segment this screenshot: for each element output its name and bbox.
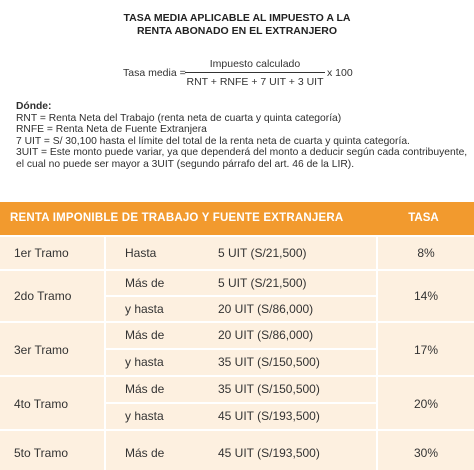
formula-denominator: RNT + RNFE + 7 UIT + 3 UIT — [186, 76, 324, 88]
tasa-value: 30% — [413, 446, 439, 460]
tramo-name: 1er Tramo — [14, 246, 69, 260]
range-amount: 20 UIT (S/86,000) — [218, 302, 314, 316]
range-keyword: Más de — [125, 328, 165, 342]
formula-multiplier: x 100 — [327, 67, 353, 79]
definition-line: 3UIT = Este monto puede variar, ya que dependerá del monto a deducir según cada contribuyente, — [16, 147, 468, 158]
header-tasa: TASA — [408, 212, 439, 224]
range-keyword: Más de — [125, 446, 165, 460]
formula-label: Tasa media = — [123, 67, 186, 79]
definitions — [16, 101, 467, 170]
range-keyword: y hasta — [125, 302, 164, 316]
tramo-name: 2do Tramo — [14, 289, 72, 303]
definitions-heading: Dónde: — [16, 101, 52, 112]
page-title-line-2: RENTA ABONADO EN EL EXTRANJERO — [136, 25, 338, 37]
definition-line: RNT = Renta Neta del Trabajo (renta neta de cuarta y quinta categoría) — [16, 112, 342, 124]
formula-numerator: Impuesto calculado — [209, 58, 301, 70]
range-amount: 20 UIT (S/86,000) — [218, 328, 314, 342]
range-amount: 35 UIT (S/150,500) — [218, 355, 320, 369]
range-amount: 5 UIT (S/21,500) — [218, 276, 307, 290]
tasa-value: 20% — [413, 397, 439, 411]
range-amount: 45 UIT (S/193,500) — [218, 409, 320, 423]
definition-line: el cual no puede ser mayor a 3UIT (segundo párrafo del art. 46 de la LIR). — [16, 158, 355, 170]
page-title-line-1: TASA MEDIA APLICABLE AL IMPUESTO A LA — [123, 12, 351, 24]
table-row-tramo-4 — [0, 377, 474, 429]
range-keyword: y hasta — [125, 409, 164, 423]
range-amount: 5 UIT (S/21,500) — [218, 246, 307, 260]
table-row-tramo-1 — [0, 237, 474, 269]
tasa-value: 14% — [413, 289, 439, 303]
tramo-name: 3er Tramo — [14, 343, 69, 357]
range-keyword: Más de — [125, 382, 165, 396]
table-header — [0, 202, 474, 235]
range-amount: 35 UIT (S/150,500) — [218, 382, 320, 396]
definition-line: 7 UIT = S/ 30,100 hasta el límite del total de la renta neta de cuarta y quinta categoría. — [16, 135, 410, 147]
table-row-tramo-2 — [0, 271, 474, 321]
formula — [0, 56, 474, 96]
range-keyword: Hasta — [125, 246, 157, 260]
fraction-bar — [185, 72, 325, 73]
header-renta: RENTA IMPONIBLE DE TRABAJO Y FUENTE EXTRANJERA — [10, 212, 344, 224]
tasa-value: 17% — [413, 343, 439, 357]
tasa-value: 8% — [417, 246, 435, 260]
range-keyword: y hasta — [125, 355, 164, 369]
table-row-tramo-5 — [0, 431, 474, 470]
tramo-name: 4to Tramo — [14, 397, 69, 411]
range-amount: 45 UIT (S/193,500) — [218, 446, 320, 460]
range-keyword: Más de — [125, 276, 165, 290]
tramo-name: 5to Tramo — [14, 446, 69, 460]
definition-line: RNFE = Renta Neta de Fuente Extranjera — [16, 124, 207, 135]
table-row-tramo-3 — [0, 323, 474, 375]
